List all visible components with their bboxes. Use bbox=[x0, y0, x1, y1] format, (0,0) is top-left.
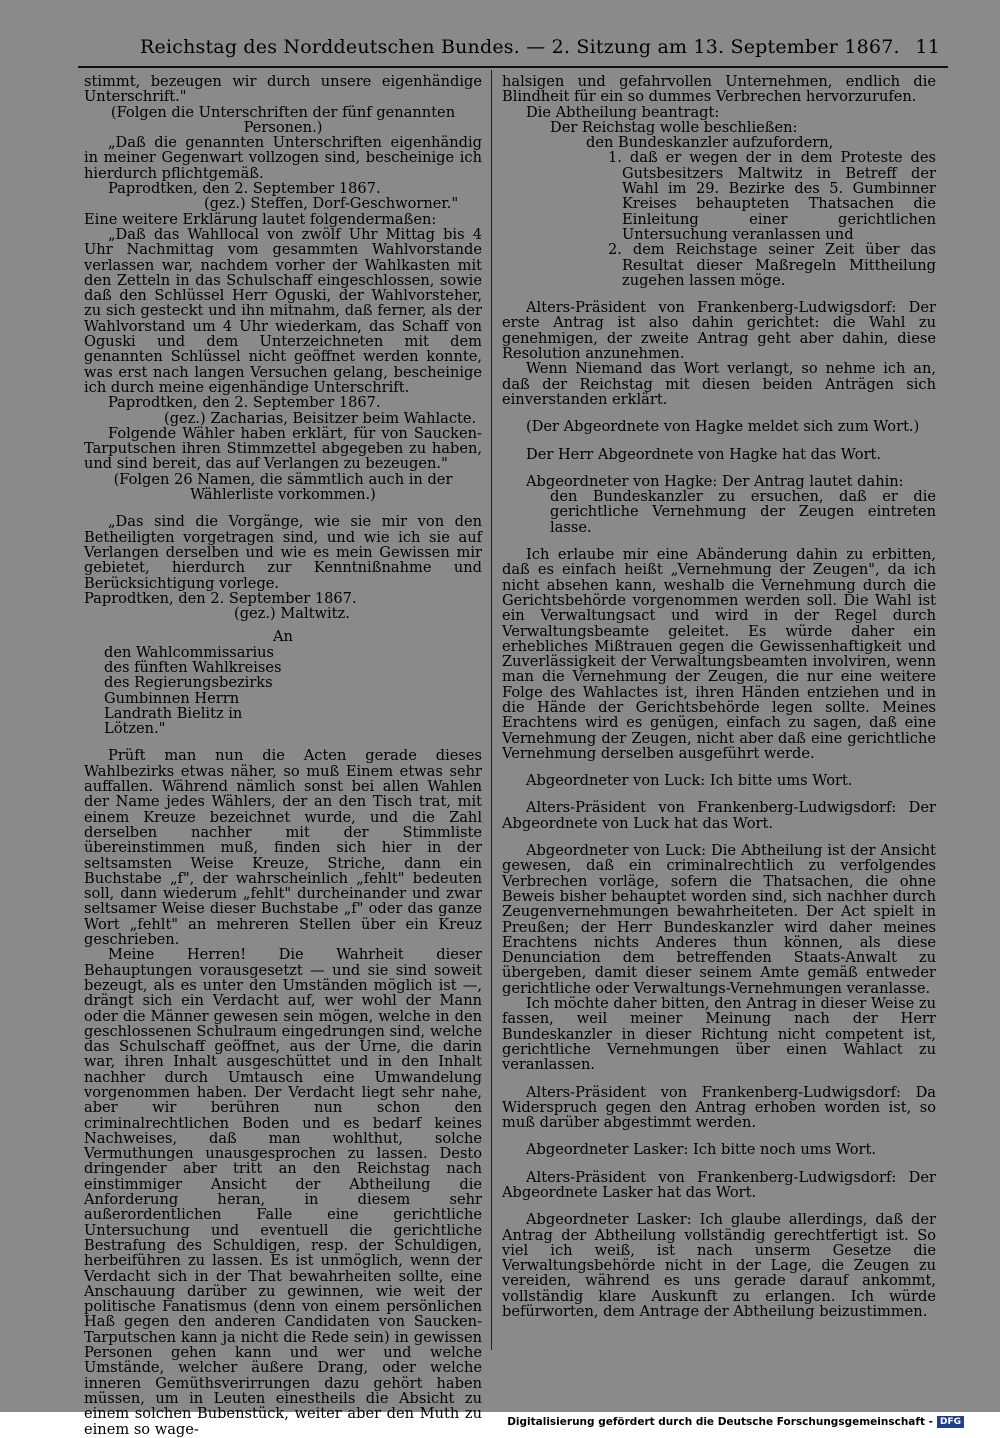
speech: Alters-Präsident von Frankenberg-Ludwigsdorf: Da Widerspruch gegen den Antrag erhoben worden ist, so muß darüber abgestimmt werden. bbox=[502, 1083, 936, 1132]
paragraph: „Daß die genannten Unterschriften eigenhändig in meiner Gegenwart vollzogen sind, bescheinige ich hierdurch pflichtgemäß. bbox=[84, 134, 482, 182]
address-label: An bbox=[273, 628, 293, 646]
dateline: Paprodtken, den 2. September 1867. bbox=[108, 180, 381, 198]
header-rule bbox=[78, 66, 948, 68]
right-column bbox=[502, 74, 936, 1319]
paragraph: „Das sind die Vorgänge, wie sie mir von den Betheiligten vorgetragen sind, und wie ich sie auf Verlangen derselben und wie es mein Gewissen mir gebietet, hierdurch zur Kenntnißnahme und Berücksichtigung vorlege. bbox=[84, 513, 482, 592]
speech: Alters-Präsident von Frankenberg-Ludwigsdorf: Der Abgeordnete von Luck hat das Wort. bbox=[502, 799, 936, 832]
stage-direction: (Folgen die Unterschriften der fünf genannten Personen.) bbox=[110, 103, 456, 136]
signature: (gez.) Steffen, Dorf-Geschworner." bbox=[204, 195, 459, 213]
digitization-credit bbox=[507, 1416, 964, 1428]
column-divider bbox=[491, 70, 492, 1350]
paragraph: halsigen und gefahrvollen Unternehmen, endlich die Blindheit für ein so dummes Verbrechen hervorzurufen. bbox=[502, 73, 936, 106]
paragraph: stimmt, bezeugen wir durch unsere eigenhändige Unterschrift." bbox=[84, 73, 482, 106]
page-number: 11 bbox=[915, 36, 940, 58]
paragraph: Folgende Wähler haben erklärt, für von Saucken-Tarputschen ihren Stimmzettel abgegeben zu haben, und sind bereit, das auf Verlangen zu bezeugen." bbox=[84, 424, 482, 473]
speech: Abgeordneter Lasker: Ich bitte noch ums Wort. bbox=[526, 1141, 877, 1159]
motion-text: den Bundeskanzler aufzufordern, bbox=[586, 134, 834, 152]
left-column bbox=[84, 74, 482, 1437]
motion-item: 1. daß er wegen der in dem Proteste des Gutsbesitzers Maltwitz in Betreff der Wahl im 29. Bezirke des 5. Gumbinner Kreises behaupteten Thatsachen die Einleitung einer gerichtlichen Untersuchung veranlassen und bbox=[608, 149, 936, 243]
speech: Der Herr Abgeordnete von Hagke hat das Wort. bbox=[526, 445, 882, 463]
speech: Alters-Präsident von Frankenberg-Ludwigsdorf: Der erste Antrag ist also dahin gerichtet: die Wahl zu genehmigen, der zweite Antrag geht aber dahin, diese Resolution anzunehmen. bbox=[502, 299, 936, 363]
dateline: Paprodtken, den 2. September 1867. bbox=[108, 394, 381, 412]
motion-text: den Bundeskanzler zu ersuchen, daß er die gerichtliche Vernehmung der Zeugen eintreten lasse. bbox=[550, 488, 936, 536]
dfg-logo: DFG bbox=[937, 1416, 964, 1428]
paragraph: „Daß das Wahllocal von zwölf Uhr Mittag bis 4 Uhr Nachmittag vom gesammten Wahlvorstande verlassen war, nachdem vorher der Wahlkasten mit den Zetteln in das Schulschaff eingeschlossen, sowie daß den Schlüssel Herr Oguski, der Wahlvorsteher, zu sich gesteckt und ihn mitnahm, daß ferner, als der Wahlvorstand um 4 Uhr wiederkam, das Schaff von Oguski und dem Unterzeichneten mit dem genannten Schlüssel nicht geöffnet werden konnte, was erst nach langen Versuchen gelang, bescheinige ich durch meine eigenhändige Unterschrift. bbox=[84, 225, 482, 396]
page-header bbox=[140, 36, 940, 58]
speech: Ich erlaube mir eine Abänderung dahin zu erbitten, daß es einfach heißt „Vernehmung der Zeugen", da ich nicht absehen kann, weshalb die Vernehmung durch die Gerichtsbehörde vorgenommen werden soll. Die Wahl ist ein Verwaltungsact und wird in der Regel durch Verwaltungsbeamte geleitet. Es würde daher ein erhebliches Mißtrauen gegen die Gewissenhaftigkeit und Zuverlässigkeit der Verwaltungsbeamten involviren, wenn man die Vernehmung der Zeugen, die nur eine weitere Folge des Wahlactes ist, ihren Händen entziehen und in die Hände der Gerichtsbehörde legen sollte. Meines Erachtens wird es genügen, einfach zu sagen, daß eine Vernehmung der Zeugen, nicht aber daß eine gerichtliche Vernehmung derselben ausgeführt werde. bbox=[502, 546, 936, 762]
address: den Wahlcommissarius des fünften Wahlkreises des Regierungsbezirks Gumbinnen Herrn Landrath Bielitz in Lötzen." bbox=[104, 643, 282, 738]
paragraph: Meine Herren! Die Wahrheit dieser Behauptungen vorausgesetzt — und sie sind soweit bezeugt, als es unter den Umständen möglich ist —, drängt sich ein Verdacht auf, wer wohl der Mann oder die Männer gewesen sein mögen, welche in den geschlossenen Schulraum eingedrungen sind, welche das Schulschaff geöffnet, aus der Urne, die darin war, ihren Inhalt ausgeschüttet und in den Inhalt nachher durch Umtausch eine Umwandelung vorgenommen haben. Der Verdacht liegt sehr nahe, aber wir berühren nun schon den criminalrechtlichen Boden und es bedarf keines Nachweises, daß man wohlthut, solche Vermuthungen unausgesprochen zu lassen. Desto dringender aber tritt an den Reichstag nach einstimmiger Ansicht der Abtheilung die Anforderung heran, in diesem sehr außerordentlichen Falle eine gerichtliche Untersuchung und eventuell die gerichtliche Bestrafung des Schuldigen, resp. der Schuldigen, herbeiführen zu lassen. Es ist unmöglich, wenn der Verdacht sich in der That bewahrheiten sollte, eine Anschauung darüber zu gewinnen, wie weit der politische Fanatismus (denn von einem persönlichen Haß gegen den anderen Candidaten von Saucken-Tarputschen kann ja nicht die Rede sein) in gewissen Personen gehen kann und wer und welche Umstände, welcher äußere Drang, oder welche inneren Gemüthsverirrungen dazu gehört haben müssen, um in Leuten einestheils die Absicht zu einem solchen Bubenstück, weiter aber den Muth zu einem so wage- bbox=[84, 946, 482, 1438]
speech: Ich möchte daher bitten, den Antrag in dieser Weise zu fassen, weil meiner Meinung nach der Herr Bundeskanzler in dieser Richtung nicht competent ist, gerichtliche Vernehmungen über einen Wahlact zu veranlassen. bbox=[502, 995, 936, 1074]
dateline: Paprodtken, den 2. September 1867. bbox=[84, 589, 357, 607]
paragraph: Die Abtheilung beantragt: bbox=[526, 103, 720, 121]
speech: Abgeordneter von Luck: Die Abtheilung ist der Ansicht gewesen, daß ein criminalrechtlich zu verfolgendes Verbrechen vorläge, sofern die Thatsachen, die ohne Beweis bisher behauptet worden sind, sich nachher durch Zeugenvernehmungen bewahrheiteten. Der Act spielt in Preußen; der Herr Bundeskanzler wird daher meines Erachtens nichts Anderes thun können, als diese Denunciation dem betreffenden Staats-Anwalt zu übergeben, damit dieser seinem Amte gemäß entweder gerichtliche oder Verwaltungs-Vernehmungen veranlasse. bbox=[502, 842, 936, 997]
speech: Alters-Präsident von Frankenberg-Ludwigsdorf: Der Abgeordnete Lasker hat das Wort. bbox=[502, 1168, 936, 1201]
motion-heading: Der Reichstag wolle beschließen: bbox=[550, 118, 798, 136]
stage-direction: (Der Abgeordnete von Hagke meldet sich zum Wort.) bbox=[526, 418, 920, 436]
speech: Abgeordneter von Hagke: Der Antrag lautet dahin: bbox=[526, 472, 904, 490]
signature: (gez.) Zacharias, Beisitzer beim Wahlacte. bbox=[164, 409, 477, 427]
paragraph: Eine weitere Erklärung lautet folgendermaßen: bbox=[84, 210, 437, 228]
motion-item: 2. dem Reichstage seiner Zeit über das Resultat dieser Maßregeln Mittheilung zugehen lassen möge. bbox=[608, 241, 936, 289]
signature: (gez.) Maltwitz. bbox=[234, 605, 350, 623]
speech: Wenn Niemand das Wort verlangt, so nehme ich an, daß der Reichstag mit diesen beiden Anträgen sich einverstanden erklärt. bbox=[502, 360, 936, 408]
speech: Abgeordneter Lasker: Ich glaube allerdings, daß der Antrag der Abtheilung vollständig gerechtfertigt ist. So viel ich weiß, ist nach unserm Gesetze die Verwaltungsbehörde nicht in der Lage, die Zeugen zu vereiden, während es uns gerade darauf ankommt, vollständig klare Auskunft zu erlangen. Ich würde befürworten, dem Antrage der Abtheilung beizustimmen. bbox=[502, 1211, 936, 1321]
stage-direction: (Folgen 26 Namen, die sämmtlich auch in der Wählerliste vorkommen.) bbox=[113, 470, 453, 504]
running-title: Reichstag des Norddeutschen Bundes. — 2. Sitzung am 13. September 1867. bbox=[140, 36, 900, 58]
credit-text: Digitalisierung gefördert durch die Deutsche Forschungsgemeinschaft - bbox=[507, 1416, 933, 1428]
paragraph: Prüft man nun die Acten gerade dieses Wahlbezirks etwas näher, so muß Einem etwas sehr auffallen. Während nämlich sonst bei allen Wahlen der Name jedes Wählers, der an den Tisch trat, mit einem Kreuze bezeichnet wurde, und die Zahl derselben nachher mit der Stimmliste übereinstimmen muß, finden sich hier in der seltsamsten Weise Kreuze, Striche, dann ein Buchstabe „f", der wahrscheinlich „fehlt" bedeuten soll, dann wiederum „fehlt" durcheinander und zwar seltsamer Weise dieser Buchstabe „f" oder das ganze Wort „fehlt" an mehreren Stellen über ein Kreuz geschrieben. bbox=[84, 747, 482, 949]
speech: Abgeordneter von Luck: Ich bitte ums Wort. bbox=[526, 772, 853, 790]
